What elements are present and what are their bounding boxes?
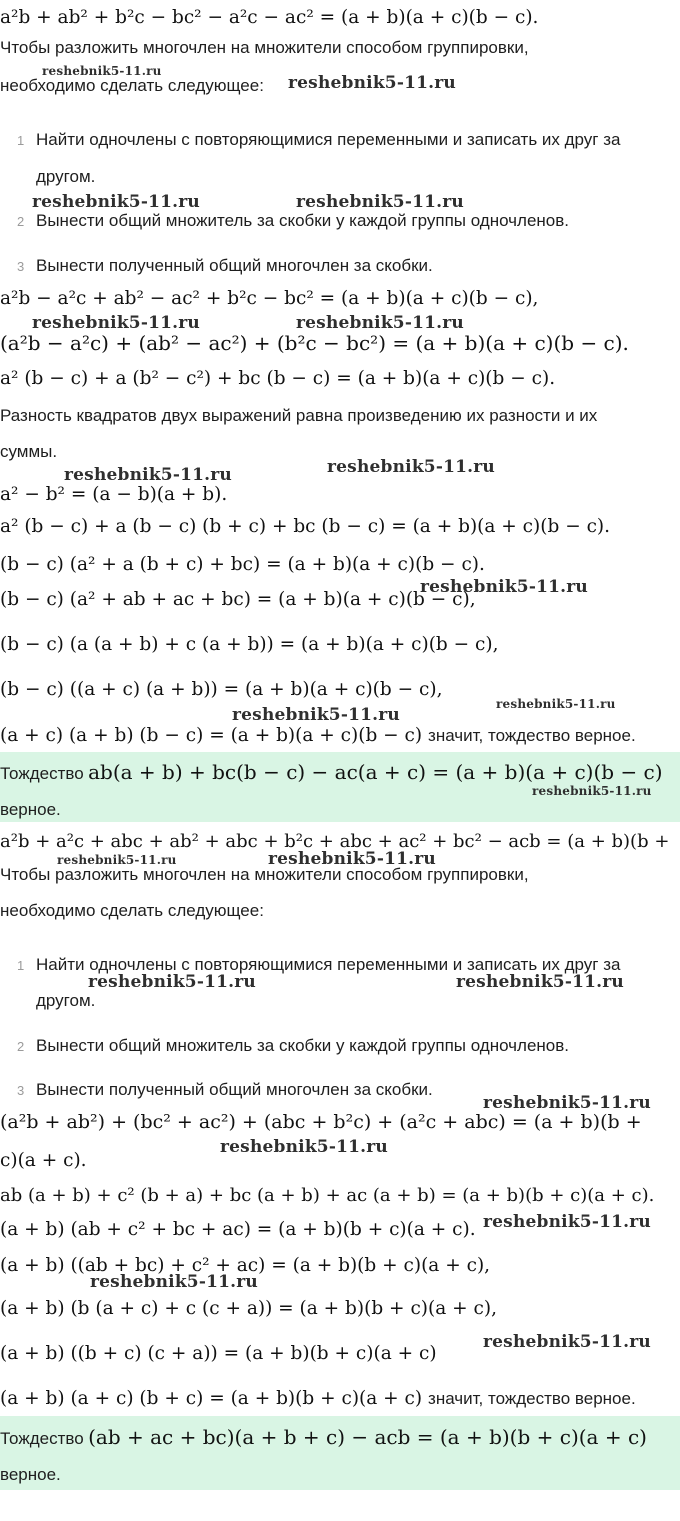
watermark: reshebnik5-11.ru <box>532 784 652 798</box>
math-line: (b − c) (a² + a (b + c) + bc) = (a + b)(a + c)(b − c). <box>0 554 485 575</box>
difference-of-squares-text-line1: Разность квадратов двух выражений равна произведению их разности и их <box>0 406 598 425</box>
step-number: 1 <box>17 133 25 148</box>
math-line: (b − c) (a (a + b) + c (a + b)) = (a + b)(a + c)(b − c), <box>0 634 499 655</box>
math-line: (b − c) ((a + c) (a + b)) = (a + b)(a + c)(b − c), <box>0 679 443 700</box>
watermark: reshebnik5-11.ru <box>420 577 588 597</box>
math-line: (a + b) ((b + c) (c + a)) = (a + b)(b + c)(a + c) <box>0 1343 437 1364</box>
math-line: a² − b² = (a − b)(a + b). <box>0 484 228 505</box>
step-text: Найти одночлены с повторяющимися переменными и записать их друг за <box>36 955 621 974</box>
conclusion-prefix: Тождество <box>0 1429 84 1448</box>
step-number: 1 <box>17 958 25 973</box>
watermark: reshebnik5-11.ru <box>327 457 495 477</box>
math-line-final <box>0 727 636 746</box>
watermark: reshebnik5-11.ru <box>268 849 436 869</box>
verdict-text: значит, тождество верное. <box>428 726 636 745</box>
step-number: 3 <box>17 259 25 274</box>
watermark: reshebnik5-11.ru <box>296 192 464 212</box>
difference-of-squares-text-line2: суммы. <box>0 442 58 461</box>
step-text: Вынести общий множитель за скобки у каждой группы одночленов. <box>36 211 570 230</box>
step-text: Вынести общий множитель за скобки у каждой группы одночленов. <box>36 1036 570 1055</box>
conclusion-end: верное. <box>0 800 61 819</box>
math-line-final <box>0 1390 636 1409</box>
watermark: reshebnik5-11.ru <box>88 972 256 992</box>
math-expression: (a + b) (a + c) (b + c) = (a + b)(b + c)(a + c) <box>0 1388 423 1409</box>
watermark: reshebnik5-11.ru <box>90 1272 258 1292</box>
verdict-text: значит, тождество верное. <box>428 1389 636 1408</box>
math-line: (a²b + ab²) + (bc² + ac²) + (abc + b²c) + (a²c + abc) = (a + b)(b + <box>0 1111 642 1133</box>
math-line: a² (b − c) + a (b − c) (b + c) + bc (b − c) = (a + b)(a + c)(b − c). <box>0 516 611 537</box>
conclusion-end: верное. <box>0 1465 61 1484</box>
watermark: reshebnik5-11.ru <box>32 313 200 333</box>
watermark: reshebnik5-11.ru <box>64 465 232 485</box>
grouping-intro-line1: Чтобы разложить многочлен на множители способом группировки, <box>0 38 529 57</box>
step-text: Вынести полученный общий многочлен за скобки. <box>36 1080 433 1099</box>
step-text: Найти одночлены с повторяющимися переменными и записать их друг за <box>36 130 621 149</box>
step-text-continued: другом. <box>36 167 96 186</box>
watermark: reshebnik5-11.ru <box>220 1137 388 1157</box>
math-line: (b − c) (a² + ab + ac + bc) = (a + b)(a + c)(b − c), <box>0 589 476 610</box>
step-text: Вынести полученный общий многочлен за скобки. <box>36 256 433 275</box>
watermark: reshebnik5-11.ru <box>483 1212 651 1232</box>
math-line: ab (a + b) + c² (b + a) + bc (a + b) + ac (a + b) = (a + b)(b + c)(a + c). <box>0 1185 655 1206</box>
watermark: reshebnik5-11.ru <box>496 697 616 711</box>
conclusion-identity: ab(a + b) + bc(b − c) − ac(a + c) = (a + b)(a + c)(b − c) <box>88 760 663 784</box>
step-number: 2 <box>17 214 25 229</box>
watermark: reshebnik5-11.ru <box>32 192 200 212</box>
conclusion-prefix: Тождество <box>0 764 84 783</box>
watermark: reshebnik5-11.ru <box>483 1332 651 1352</box>
identity-equation-1: a²b + ab² + b²c − bc² − a²c − ac² = (a + b)(a + c)(b − c). <box>0 7 539 28</box>
math-expression: (a + c) (a + b) (b − c) = (a + b)(a + c)(b − c) <box>0 725 423 746</box>
watermark: reshebnik5-11.ru <box>42 64 162 78</box>
watermark: reshebnik5-11.ru <box>483 1093 651 1113</box>
math-line: a² (b − c) + a (b² − c²) + bc (b − c) = (a + b)(a + c)(b − c). <box>0 368 556 389</box>
watermark: reshebnik5-11.ru <box>456 972 624 992</box>
watermark: reshebnik5-11.ru <box>288 73 456 93</box>
conclusion-line <box>0 762 663 783</box>
step-number: 3 <box>17 1083 25 1098</box>
math-line: a²b − a²c + ab² − ac² + b²c − bc² = (a + b)(a + c)(b − c), <box>0 288 539 309</box>
watermark: reshebnik5-11.ru <box>296 313 464 333</box>
math-line: (a + b) (ab + c² + bc + ac) = (a + b)(b + c)(a + c). <box>0 1219 476 1240</box>
step-number: 2 <box>17 1039 25 1054</box>
identity-equation-2: a²b + a²c + abc + ab² + abc + b²c + abc + ac² + bc² − acb = (a + b)(b + <box>0 831 670 852</box>
step-text-continued: другом. <box>36 991 96 1010</box>
watermark: reshebnik5-11.ru <box>57 853 177 867</box>
grouping-intro-line2: необходимо сделать следующее: <box>0 901 264 920</box>
conclusion-identity: (ab + ac + bc)(a + b + c) − acb = (a + b)(b + c)(a + c) <box>88 1425 647 1449</box>
math-line: (a + b) ((ab + bc) + c² + ac) = (a + b)(b + c)(a + c), <box>0 1255 491 1276</box>
watermark: reshebnik5-11.ru <box>232 705 400 725</box>
math-line: (a²b − a²c) + (ab² − ac²) + (b²c − bc²) = (a + b)(a + c)(b − c). <box>0 331 629 355</box>
conclusion-line <box>0 1427 647 1448</box>
grouping-intro-line1: Чтобы разложить многочлен на множители способом группировки, <box>0 865 529 884</box>
math-line-continued: c)(a + c). <box>0 1150 87 1171</box>
math-line: (a + b) (b (a + c) + c (c + a)) = (a + b)(b + c)(a + c), <box>0 1298 497 1319</box>
grouping-intro-line2: необходимо сделать следующее: <box>0 76 264 95</box>
